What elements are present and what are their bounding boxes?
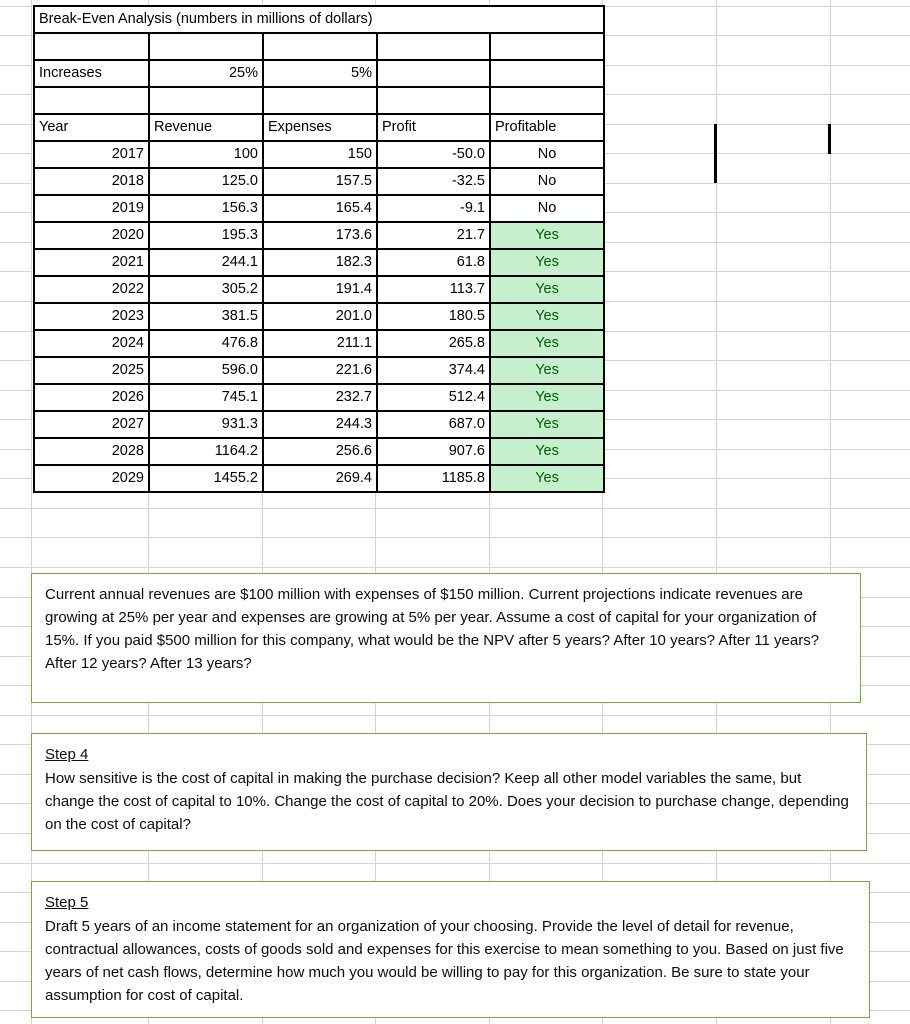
empty-cell[interactable] bbox=[263, 87, 377, 114]
header-profit[interactable]: Profit bbox=[377, 114, 490, 141]
table-spacer-row bbox=[34, 87, 604, 114]
empty-cell[interactable] bbox=[490, 60, 604, 87]
cell-year[interactable]: 2022 bbox=[34, 276, 149, 303]
cell-revenue[interactable]: 156.3 bbox=[149, 195, 263, 222]
callout-step-4[interactable] bbox=[31, 733, 867, 851]
cell-expenses[interactable]: 157.5 bbox=[263, 168, 377, 195]
cell-profitable[interactable]: Yes bbox=[490, 357, 604, 384]
cell-profit[interactable]: 374.4 bbox=[377, 357, 490, 384]
cell-expenses[interactable]: 211.1 bbox=[263, 330, 377, 357]
table-row bbox=[34, 384, 604, 411]
grid-row-line bbox=[0, 508, 910, 509]
cell-revenue[interactable]: 476.8 bbox=[149, 330, 263, 357]
table-row bbox=[34, 357, 604, 384]
expense-growth-value[interactable]: 5% bbox=[263, 60, 377, 87]
cell-profitable[interactable]: No bbox=[490, 141, 604, 168]
cell-profitable[interactable]: Yes bbox=[490, 276, 604, 303]
callout-scenario-description[interactable] bbox=[31, 573, 861, 703]
cell-profitable[interactable]: No bbox=[490, 195, 604, 222]
cell-year[interactable]: 2020 bbox=[34, 222, 149, 249]
table-title[interactable]: Break-Even Analysis (numbers in millions of dollars) bbox=[34, 6, 604, 33]
break-even-analysis-table[interactable] bbox=[33, 5, 605, 493]
table-row bbox=[34, 330, 604, 357]
cell-year[interactable]: 2023 bbox=[34, 303, 149, 330]
callout-3-body: Draft 5 years of an income statement for an organization of your choosing. Provide the level of detail for revenue, contractual allowances, costs of goods sold and expenses for this exercise to mean something to you. Based on just five years of net cash flows, determine how much you would be willing to pay for this organization. Be sure to state your assumption for cost of capital. bbox=[45, 917, 844, 1004]
cell-border-segment bbox=[828, 124, 831, 154]
cell-revenue[interactable]: 931.3 bbox=[149, 411, 263, 438]
cell-revenue[interactable]: 596.0 bbox=[149, 357, 263, 384]
cell-year[interactable]: 2017 bbox=[34, 141, 149, 168]
cell-revenue[interactable]: 125.0 bbox=[149, 168, 263, 195]
empty-cell[interactable] bbox=[34, 33, 149, 60]
empty-cell[interactable] bbox=[149, 33, 263, 60]
grid-row-line bbox=[0, 863, 910, 864]
header-revenue[interactable]: Revenue bbox=[149, 114, 263, 141]
cell-year[interactable]: 2025 bbox=[34, 357, 149, 384]
table-row bbox=[34, 438, 604, 465]
cell-year[interactable]: 2026 bbox=[34, 384, 149, 411]
cell-revenue[interactable]: 381.5 bbox=[149, 303, 263, 330]
cell-profitable[interactable]: Yes bbox=[490, 303, 604, 330]
cell-profit[interactable]: 512.4 bbox=[377, 384, 490, 411]
cell-profit[interactable]: 113.7 bbox=[377, 276, 490, 303]
cell-border-segment bbox=[714, 124, 717, 183]
cell-expenses[interactable]: 165.4 bbox=[263, 195, 377, 222]
table-row bbox=[34, 168, 604, 195]
table-row bbox=[34, 141, 604, 168]
grid-row-line bbox=[0, 567, 910, 568]
cell-profitable[interactable]: Yes bbox=[490, 465, 604, 492]
cell-expenses[interactable]: 182.3 bbox=[263, 249, 377, 276]
cell-expenses[interactable]: 221.6 bbox=[263, 357, 377, 384]
cell-profitable[interactable]: Yes bbox=[490, 411, 604, 438]
cell-expenses[interactable]: 244.3 bbox=[263, 411, 377, 438]
cell-profit[interactable]: 907.6 bbox=[377, 438, 490, 465]
callout-1-body: Current annual revenues are $100 million with expenses of $150 million. Current projections indicate revenues are growing at 25% per year and expenses are growing at 5% per year. Assume a cost of capital for your organization of 15%. If you paid $500 million for this company, what would be the NPV after 5 years? After 10 years? After 11 years? After 12 years? After 13 years? bbox=[45, 586, 820, 672]
header-expenses[interactable]: Expenses bbox=[263, 114, 377, 141]
assumptions-row bbox=[34, 60, 604, 87]
revenue-growth-value[interactable]: 25% bbox=[149, 60, 263, 87]
callout-step-5[interactable] bbox=[31, 881, 870, 1018]
cell-year[interactable]: 2028 bbox=[34, 438, 149, 465]
empty-cell[interactable] bbox=[490, 33, 604, 60]
grid-row-line bbox=[0, 715, 910, 716]
header-profitable[interactable]: Profitable bbox=[490, 114, 604, 141]
callout-3-heading bbox=[45, 892, 857, 916]
step-4-label: Step 4 bbox=[45, 746, 89, 763]
cell-year[interactable]: 2029 bbox=[34, 465, 149, 492]
cell-profit[interactable]: 61.8 bbox=[377, 249, 490, 276]
cell-profitable[interactable]: Yes bbox=[490, 438, 604, 465]
table-row bbox=[34, 303, 604, 330]
assumptions-label[interactable]: Increases bbox=[34, 60, 149, 87]
cell-profit[interactable]: -32.5 bbox=[377, 168, 490, 195]
step-5-label: Step 5 bbox=[45, 894, 89, 911]
cell-revenue[interactable]: 1164.2 bbox=[149, 438, 263, 465]
cell-expenses[interactable]: 201.0 bbox=[263, 303, 377, 330]
cell-year[interactable]: 2024 bbox=[34, 330, 149, 357]
grid-column-line bbox=[31, 0, 32, 1024]
callout-2-body: How sensitive is the cost of capital in making the purchase decision? Keep all other model variables the same, but change the cost of capital to 10%. Change the cost of capital to 20%. Does your decision to purchase change, depending on the cost of capital? bbox=[45, 769, 849, 833]
cell-expenses[interactable]: 256.6 bbox=[263, 438, 377, 465]
table-header-row bbox=[34, 114, 604, 141]
cell-year[interactable]: 2027 bbox=[34, 411, 149, 438]
cell-profitable[interactable]: Yes bbox=[490, 384, 604, 411]
empty-cell[interactable] bbox=[377, 33, 490, 60]
table-spacer-row bbox=[34, 33, 604, 60]
empty-cell[interactable] bbox=[490, 87, 604, 114]
cell-profit[interactable]: 687.0 bbox=[377, 411, 490, 438]
table-row bbox=[34, 195, 604, 222]
cell-revenue[interactable]: 745.1 bbox=[149, 384, 263, 411]
empty-cell[interactable] bbox=[377, 60, 490, 87]
cell-year[interactable]: 2021 bbox=[34, 249, 149, 276]
cell-profit[interactable]: 265.8 bbox=[377, 330, 490, 357]
empty-cell[interactable] bbox=[377, 87, 490, 114]
cell-profit[interactable]: 21.7 bbox=[377, 222, 490, 249]
cell-profitable[interactable]: Yes bbox=[490, 249, 604, 276]
table-row bbox=[34, 276, 604, 303]
header-year[interactable]: Year bbox=[34, 114, 149, 141]
cell-expenses[interactable]: 269.4 bbox=[263, 465, 377, 492]
cell-profit[interactable]: 180.5 bbox=[377, 303, 490, 330]
cell-revenue[interactable]: 305.2 bbox=[149, 276, 263, 303]
cell-profit[interactable]: -50.0 bbox=[377, 141, 490, 168]
cell-expenses[interactable]: 150 bbox=[263, 141, 377, 168]
grid-row-line bbox=[0, 537, 910, 538]
table-row bbox=[34, 411, 604, 438]
cell-profit[interactable]: -9.1 bbox=[377, 195, 490, 222]
table-row bbox=[34, 249, 604, 276]
cell-year[interactable]: 2018 bbox=[34, 168, 149, 195]
table-row bbox=[34, 222, 604, 249]
cell-profitable[interactable]: Yes bbox=[490, 222, 604, 249]
cell-revenue[interactable]: 1455.2 bbox=[149, 465, 263, 492]
cell-revenue[interactable]: 100 bbox=[149, 141, 263, 168]
cell-profit[interactable]: 1185.8 bbox=[377, 465, 490, 492]
cell-revenue[interactable]: 244.1 bbox=[149, 249, 263, 276]
table-title-row bbox=[34, 6, 604, 33]
cell-expenses[interactable]: 173.6 bbox=[263, 222, 377, 249]
cell-profitable[interactable]: No bbox=[490, 168, 604, 195]
callout-2-heading bbox=[45, 744, 854, 768]
cell-expenses[interactable]: 191.4 bbox=[263, 276, 377, 303]
cell-expenses[interactable]: 232.7 bbox=[263, 384, 377, 411]
empty-cell[interactable] bbox=[149, 87, 263, 114]
empty-cell[interactable] bbox=[34, 87, 149, 114]
cell-revenue[interactable]: 195.3 bbox=[149, 222, 263, 249]
cell-year[interactable]: 2019 bbox=[34, 195, 149, 222]
cell-profitable[interactable]: Yes bbox=[490, 330, 604, 357]
empty-cell[interactable] bbox=[263, 33, 377, 60]
table-row bbox=[34, 465, 604, 492]
